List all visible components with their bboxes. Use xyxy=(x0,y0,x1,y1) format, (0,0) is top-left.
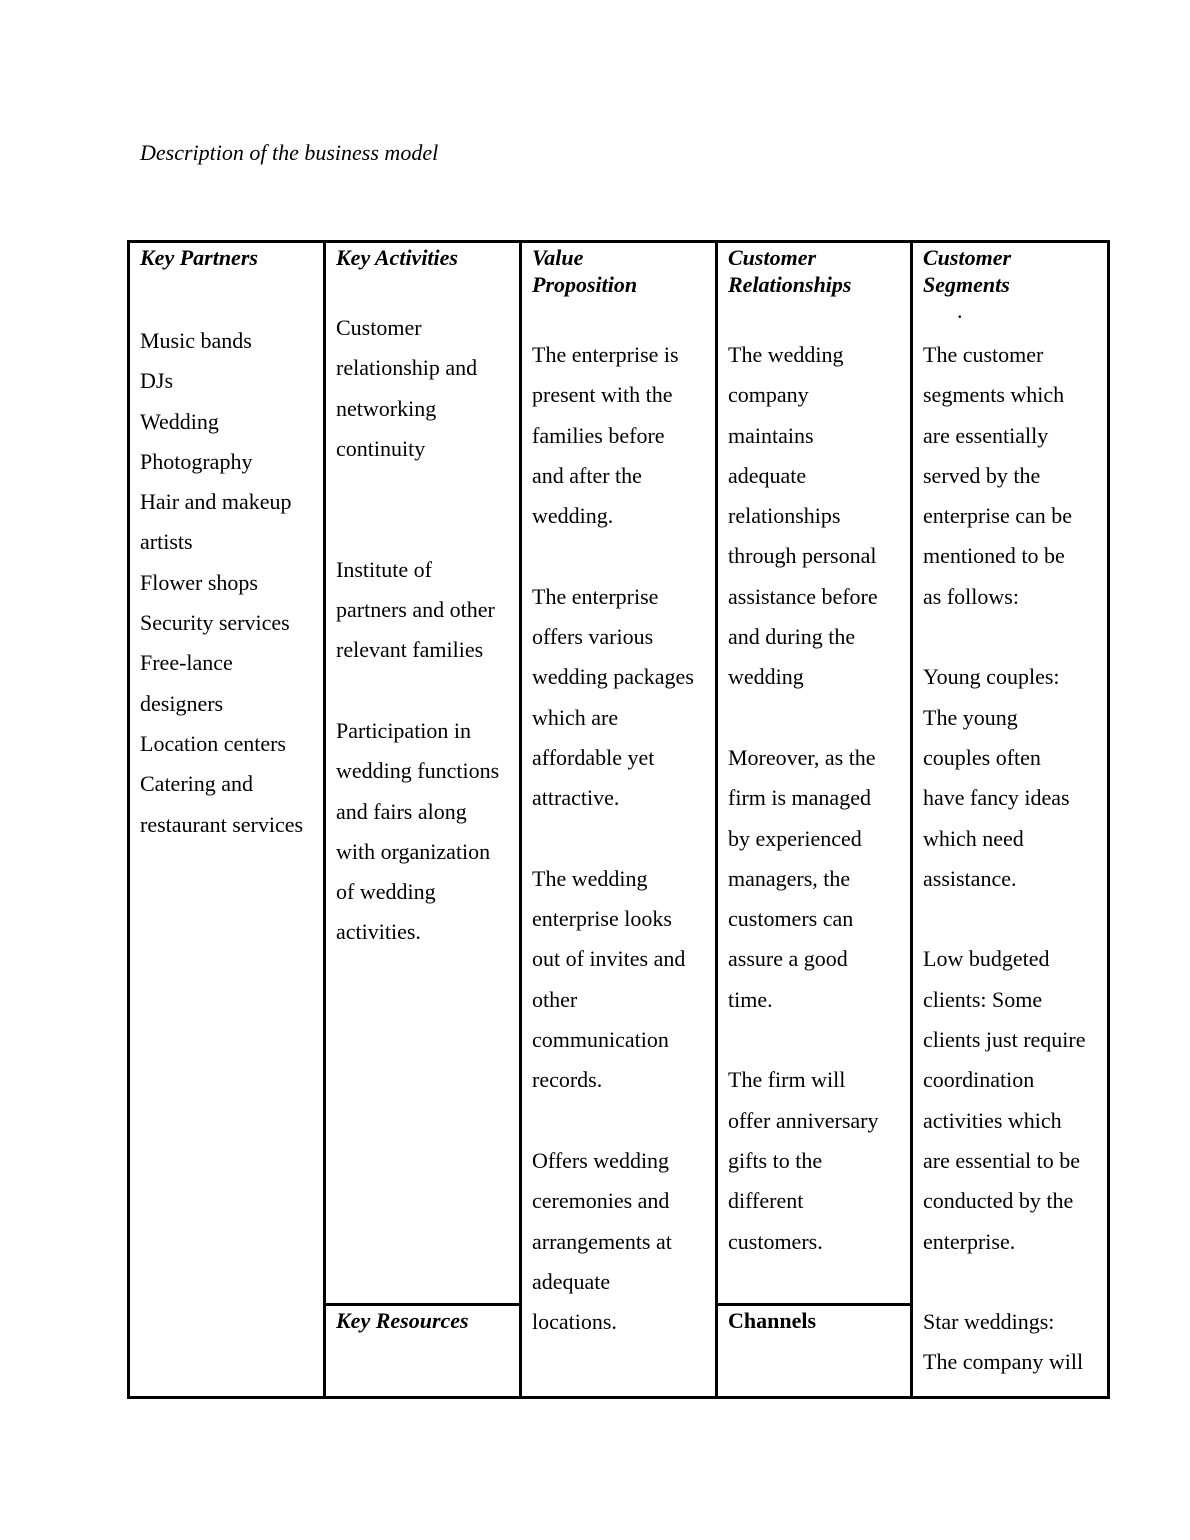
list-item: Catering and xyxy=(140,771,254,797)
business-model-canvas xyxy=(127,240,1110,1399)
text-line: partners and other xyxy=(336,597,495,623)
text-line: segments which xyxy=(923,382,1065,408)
column-divider-2 xyxy=(519,240,522,1399)
text-line: Participation in xyxy=(336,717,472,743)
text-line: offer anniversary xyxy=(728,1107,879,1133)
text-line: The customer xyxy=(923,342,1044,367)
list-item: Location centers xyxy=(140,730,286,756)
text-line: assistance before xyxy=(728,583,878,609)
text-line: and during the xyxy=(728,624,856,650)
text-line: customers. xyxy=(728,1228,823,1254)
text-line: adequate xyxy=(532,1268,611,1294)
key-activities-title: Key Activities xyxy=(336,245,458,270)
text-line: families before xyxy=(532,422,665,448)
text-line: activities. xyxy=(336,919,421,945)
text-line: enterprise. xyxy=(923,1228,1016,1254)
text-line: assure a good xyxy=(728,946,848,972)
text-line: Institute of xyxy=(336,556,432,582)
key-resources-title: Key Resources xyxy=(336,1308,469,1333)
key-resources-cell xyxy=(336,1307,516,1334)
text-line: adequate xyxy=(728,462,807,488)
key-activities-text xyxy=(336,308,516,953)
text-line: enterprise looks xyxy=(532,906,672,932)
text-line: customers can xyxy=(728,906,854,932)
text-line: which need xyxy=(923,825,1024,851)
text-line: Young couples: xyxy=(923,664,1060,690)
text-line: relevant families xyxy=(336,637,484,663)
text-line: continuity xyxy=(336,435,426,461)
key-activities-cell xyxy=(336,244,516,953)
text-line: records. xyxy=(532,1067,603,1093)
channels-cell xyxy=(728,1307,908,1334)
list-item: designers xyxy=(140,690,224,716)
customer-segments-cell xyxy=(923,244,1105,1383)
stray-dot: . xyxy=(957,298,963,323)
customer-segments-title xyxy=(923,244,1105,298)
text-line: Customer xyxy=(336,315,422,340)
text-line: couples often xyxy=(923,744,1041,770)
text-line: with organization xyxy=(336,838,491,864)
text-line xyxy=(532,1101,712,1141)
text-line xyxy=(728,1020,908,1060)
text-line: Moreover, as the xyxy=(728,744,876,770)
text-line: clients: Some xyxy=(923,986,1043,1012)
text-line: The enterprise is xyxy=(532,342,679,367)
list-item: Flower shops xyxy=(140,569,258,595)
title-line: Segments xyxy=(923,272,1010,297)
text-line xyxy=(532,536,712,576)
list-item: Music bands xyxy=(140,328,252,353)
text-line: The young xyxy=(923,704,1018,730)
key-resources-divider xyxy=(323,1303,522,1306)
text-line: coordination xyxy=(923,1067,1035,1093)
text-line: are essentially xyxy=(923,422,1049,448)
text-line: arrangements at xyxy=(532,1228,672,1254)
text-line xyxy=(728,698,908,738)
column-divider-3 xyxy=(715,240,718,1399)
canvas-border-left xyxy=(127,240,130,1399)
text-line: by experienced xyxy=(728,825,862,851)
column-divider-1 xyxy=(323,240,326,1399)
list-item: Hair and makeup xyxy=(140,489,292,515)
text-line: and after the xyxy=(532,462,642,488)
key-partners-cell xyxy=(140,244,320,845)
text-line: wedding. xyxy=(532,503,614,529)
text-line: wedding functions xyxy=(336,758,500,784)
customer-relationships-text xyxy=(728,335,908,1262)
list-item: restaurant services xyxy=(140,811,304,837)
text-line xyxy=(532,819,712,859)
title-line: Value xyxy=(532,245,584,270)
customer-relationships-cell xyxy=(728,244,908,1262)
customer-relationships-title xyxy=(728,244,908,298)
text-line: The wedding xyxy=(728,342,844,367)
text-line: company xyxy=(728,382,809,408)
text-line xyxy=(336,671,516,711)
value-proposition-text xyxy=(532,335,712,1342)
text-line: affordable yet xyxy=(532,744,655,770)
column-divider-4 xyxy=(910,240,913,1399)
text-line: served by the xyxy=(923,462,1041,488)
text-line: clients just require xyxy=(923,1027,1086,1053)
text-line: wedding xyxy=(728,664,804,690)
key-partners-list xyxy=(140,321,320,845)
text-line: locations. xyxy=(532,1309,617,1335)
text-line: of wedding xyxy=(336,879,436,905)
text-line: different xyxy=(728,1188,804,1214)
text-line: gifts to the xyxy=(728,1147,823,1173)
key-partners-title: Key Partners xyxy=(140,245,258,270)
text-line: conducted by the xyxy=(923,1188,1074,1214)
text-line: offers various xyxy=(532,624,654,650)
text-line: The enterprise xyxy=(532,583,659,609)
text-line xyxy=(336,469,516,509)
text-line: attractive. xyxy=(532,785,620,811)
text-line: time. xyxy=(728,986,773,1012)
canvas-border-right xyxy=(1107,240,1110,1399)
text-line xyxy=(923,1262,1105,1302)
list-item: Photography xyxy=(140,448,253,474)
text-line: wedding packages xyxy=(532,664,694,690)
text-line: present with the xyxy=(532,382,673,408)
text-line: as follows: xyxy=(923,583,1019,609)
text-line: have fancy ideas xyxy=(923,785,1070,811)
text-line: Offers wedding xyxy=(532,1147,670,1173)
text-line: mentioned to be xyxy=(923,543,1065,569)
text-line xyxy=(923,617,1105,657)
text-line: assistance. xyxy=(923,865,1017,891)
title-line: Relationships xyxy=(728,272,852,297)
text-line: and fairs along xyxy=(336,798,467,824)
text-line: managers, the xyxy=(728,865,851,891)
text-line xyxy=(923,899,1105,939)
text-line: networking xyxy=(336,395,437,421)
text-line: other xyxy=(532,986,578,1012)
title-line: Customer xyxy=(728,245,817,270)
text-line: through personal xyxy=(728,543,877,569)
text-line: which are xyxy=(532,704,619,730)
list-item: artists xyxy=(140,529,193,555)
text-line: out of invites and xyxy=(532,946,686,972)
channels-title: Channels xyxy=(728,1308,817,1333)
text-line: firm is managed xyxy=(728,785,871,811)
list-item: Wedding xyxy=(140,408,219,434)
channels-divider xyxy=(715,1303,913,1306)
text-line: relationship and xyxy=(336,355,478,381)
text-line: communication xyxy=(532,1027,669,1053)
text-line: Star weddings: xyxy=(923,1309,1055,1335)
text-line: The wedding xyxy=(532,865,648,891)
title-line: Customer xyxy=(923,245,1012,270)
list-item: DJs xyxy=(140,368,174,394)
value-proposition-cell xyxy=(532,244,712,1342)
title-line: Proposition xyxy=(532,272,638,297)
text-line: activities which xyxy=(923,1107,1062,1133)
text-line: The company will xyxy=(923,1349,1084,1375)
text-line: ceremonies and xyxy=(532,1188,670,1214)
canvas-border-bottom xyxy=(127,1396,1110,1399)
text-line: maintains xyxy=(728,422,814,448)
text-line: The firm will xyxy=(728,1067,846,1093)
text-line: Low budgeted xyxy=(923,946,1050,972)
list-item: Security services xyxy=(140,610,290,636)
list-item: Free-lance xyxy=(140,650,233,676)
text-line: relationships xyxy=(728,503,841,529)
text-line: are essential to be xyxy=(923,1147,1080,1173)
text-line: enterprise can be xyxy=(923,503,1073,529)
value-proposition-title xyxy=(532,244,712,298)
customer-segments-text xyxy=(923,335,1105,1383)
text-line xyxy=(336,509,516,549)
canvas-border-top xyxy=(127,240,1110,243)
page-caption: Description of the business model xyxy=(140,140,439,165)
